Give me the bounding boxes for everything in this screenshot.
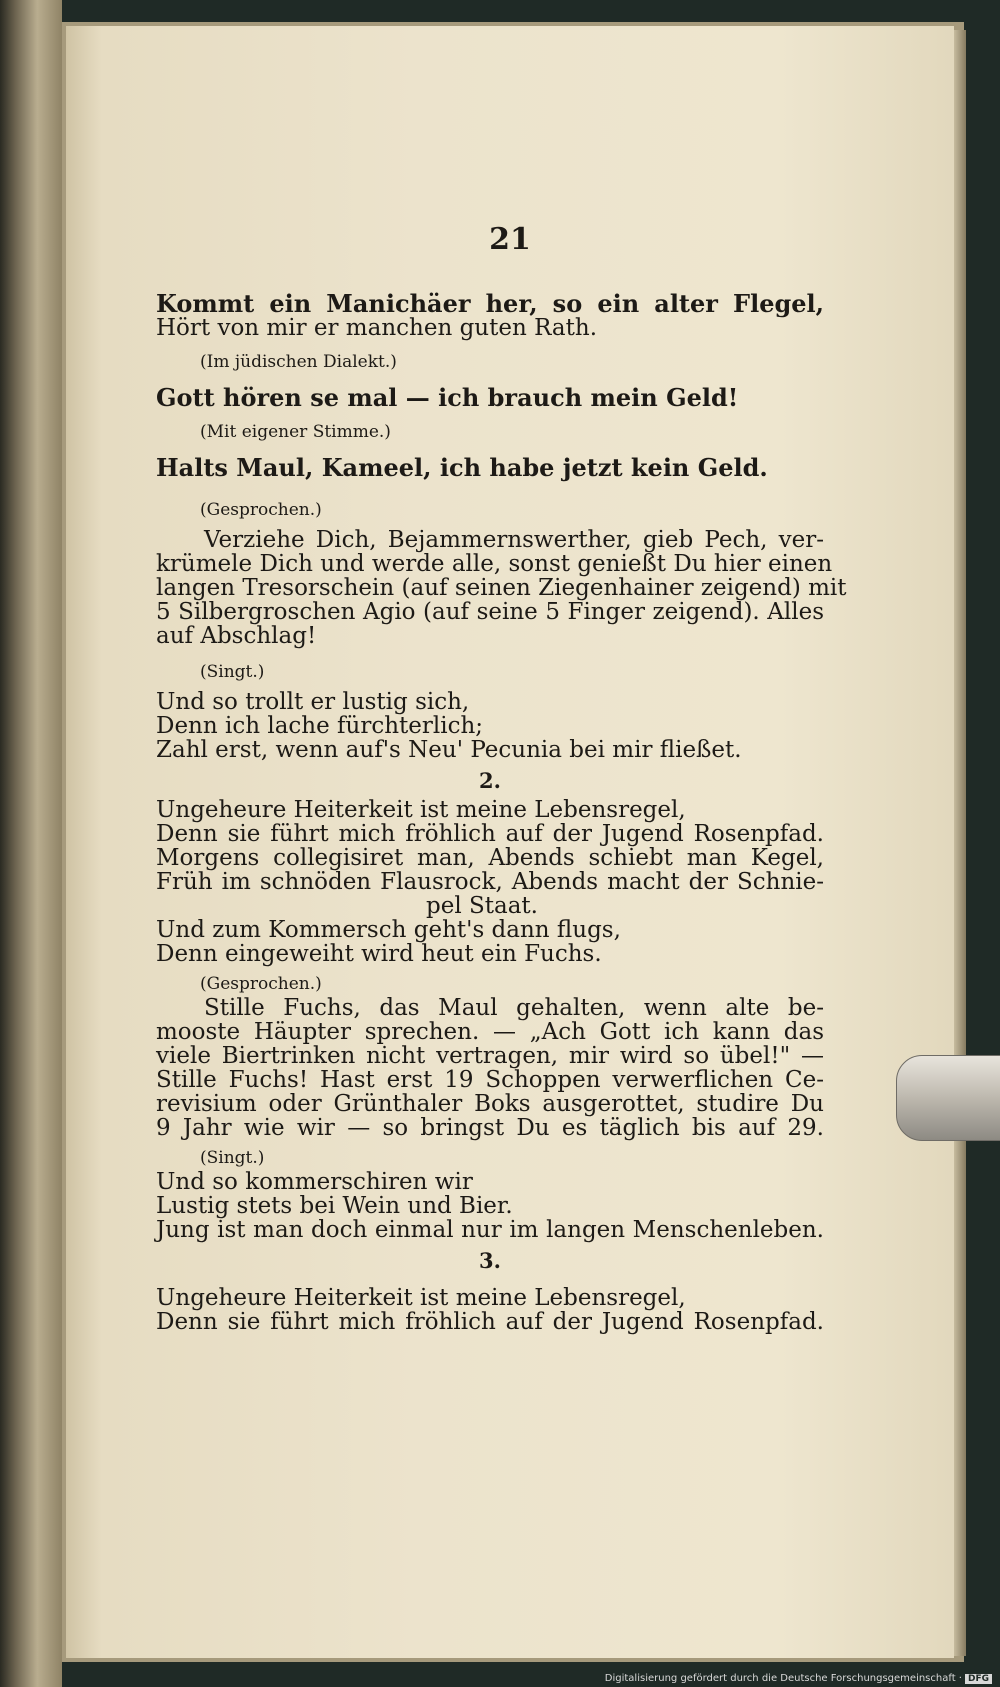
text-line: Denn sie führt mich fröhlich auf der Jugend Rosenpfad. <box>156 821 824 847</box>
facing-page-edge <box>0 0 62 1687</box>
text-line: Stille Fuchs, das Maul gehalten, wenn alte be- <box>204 995 824 1021</box>
text-line: 9 Jahr wie wir — so bringst Du es täglich bis auf 29. <box>156 1115 824 1141</box>
text-line: Stille Fuchs! Hast erst 19 Schoppen verwerflichen Ce- <box>156 1067 824 1093</box>
text-line: Und zum Kommersch geht's dann flugs, <box>156 917 621 943</box>
stage-direction: (Gesprochen.) <box>200 974 322 994</box>
text-line: revisium oder Grünthaler Boks ausgerottet, studire Du <box>156 1091 824 1117</box>
text-line: Lustig stets bei Wein und Bier. <box>156 1193 513 1219</box>
text-line: krümele Dich und werde alle, sonst genießt Du hier einen <box>156 551 833 577</box>
clip-tab <box>896 1055 1000 1141</box>
stanza-number: 2. <box>479 768 501 793</box>
text-line: Früh im schnöden Flausrock, Abends macht der Schnie- <box>156 869 824 895</box>
text-line: Und so kommerschiren wir <box>156 1169 473 1195</box>
text-line: Denn eingeweiht wird heut ein Fuchs. <box>156 941 602 967</box>
text-line: 5 Silbergroschen Agio (auf seine 5 Finger zeigend). Alles <box>156 599 824 625</box>
stage-direction: (Singt.) <box>200 662 265 682</box>
text-line: Hört von mir er manchen guten Rath. <box>156 315 598 341</box>
page-text <box>156 289 847 1335</box>
text-line: pel Staat. <box>426 893 538 919</box>
stage-direction: (Singt.) <box>200 1148 265 1168</box>
text-line: Halts Maul, Kameel, ich habe jetzt kein Geld. <box>156 453 768 482</box>
text-line: mooste Häupter sprechen. — „Ach Gott ich kann das <box>156 1019 824 1045</box>
dfg-logo: DFG <box>965 1674 992 1684</box>
text-line: langen Tresorschein (auf seinen Ziegenhainer zeigend) mit <box>156 575 847 601</box>
text-line: auf Abschlag! <box>156 623 317 649</box>
stage-direction: (Gesprochen.) <box>200 500 322 520</box>
stage-direction: (Im jüdischen Dialekt.) <box>200 352 397 372</box>
credit-text: Digitalisierung gefördert durch die Deutsche Forschungsgemeinschaft · <box>604 1673 962 1684</box>
text-line: Ungeheure Heiterkeit ist meine Lebensregel, <box>156 797 686 823</box>
text-line: Ungeheure Heiterkeit ist meine Lebensregel, <box>156 1285 686 1311</box>
book-page <box>66 26 954 1658</box>
text-line: Und so trollt er lustig sich, <box>156 689 470 715</box>
text-line: viele Biertrinken nicht vertragen, mir wird so übel!" — <box>156 1043 824 1069</box>
page-stack-edge <box>954 30 966 1656</box>
text-line: Zahl erst, wenn auf's Neu' Pecunia bei mir fließet. <box>156 737 742 763</box>
text-line: Verziehe Dich, Bejammernswerther, gieb Pech, ver- <box>204 527 824 553</box>
text-line: Denn sie führt mich fröhlich auf der Jugend Rosenpfad. <box>156 1309 824 1335</box>
text-line: Kommt ein Manichäer her, so ein alter Flegel, <box>156 289 824 318</box>
text-line: Gott hören se mal — ich brauch mein Geld! <box>156 383 739 412</box>
stanza-number: 3. <box>479 1248 501 1273</box>
digitization-credit <box>605 1673 992 1684</box>
stage-direction: (Mit eigener Stimme.) <box>200 422 391 442</box>
text-line: Jung ist man doch einmal nur im langen Menschenleben. <box>156 1217 824 1243</box>
text-line: Denn ich lache fürchterlich; <box>156 713 484 739</box>
text-line: Morgens collegisiret man, Abends schiebt man Kegel, <box>156 845 824 871</box>
page-number: 21 <box>489 222 531 257</box>
